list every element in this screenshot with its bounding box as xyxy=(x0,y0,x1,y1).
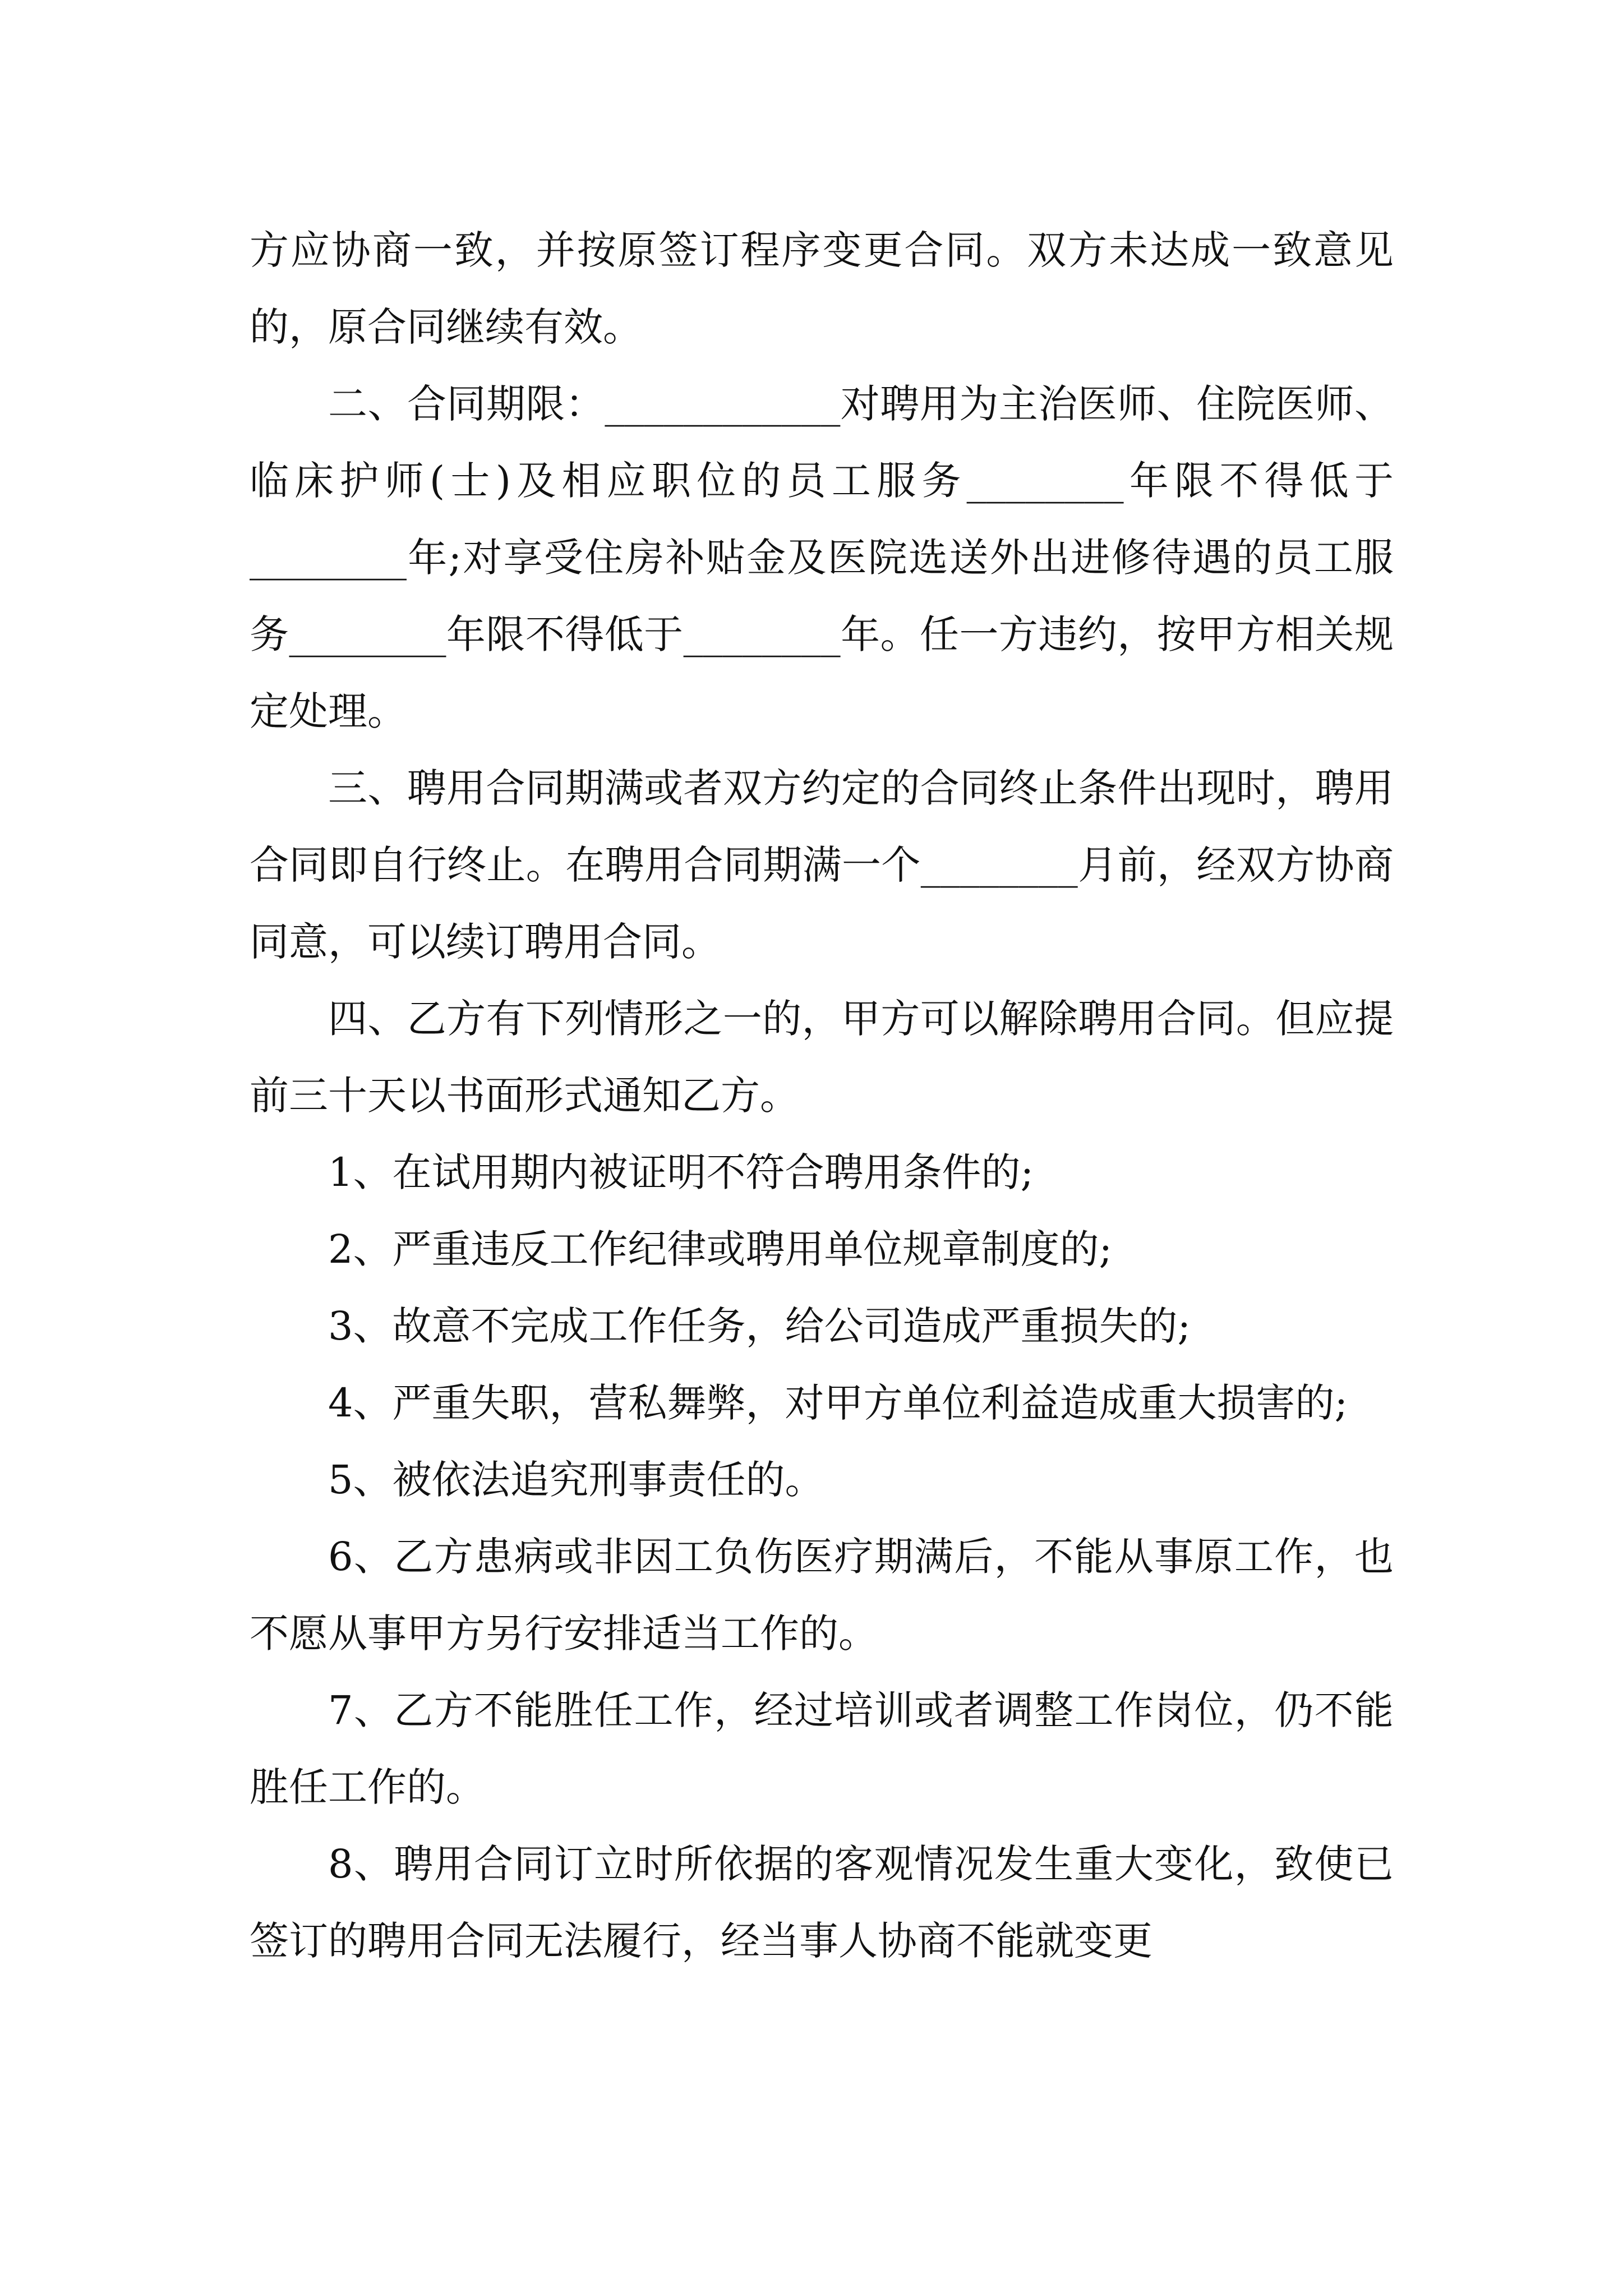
list-item-6: 6、乙方患病或非因工负伤医疗期满后，不能从事原工作，也不愿从事甲方另行安排适当工作的。 xyxy=(250,1534,1394,1657)
paragraph-contract-term: 二、合同期限：____________对聘用为主治医师、住院医师、临床护师(士)及相应职位的员工服务________年限不得低于________年;对享受住房补贴金及医院选送外出进修待遇的员工服务________年限不得低于________年。任一方违约，按甲方相关规定处理。 xyxy=(250,381,1394,734)
list-item-1: 1、在试用期内被证明不符合聘用条件的; xyxy=(328,1149,1034,1195)
document-body xyxy=(250,212,1394,1980)
list-item-4: 4、严重失职，营私舞弊，对甲方单位利益造成重大损害的; xyxy=(328,1380,1348,1426)
paragraph-continuation: 方应协商一致，并按原签订程序变更合同。双方未达成一致意见的，原合同继续有效。 xyxy=(250,227,1394,350)
paragraph-termination-conditions: 四、乙方有下列情形之一的，甲方可以解除聘用合同。但应提前三十天以书面形式通知乙方。 xyxy=(250,996,1394,1119)
list-item-3: 3、故意不完成工作任务，给公司造成严重损失的; xyxy=(328,1303,1191,1349)
paragraph-contract-expiry: 三、聘用合同期满或者双方约定的合同终止条件出现时，聘用合同即自行终止。在聘用合同期满一个________月前，经双方协商同意，可以续订聘用合同。 xyxy=(250,765,1394,965)
list-item-5: 5、被依法追究刑事责任的。 xyxy=(328,1457,824,1503)
list-item-2: 2、严重违反工作纪律或聘用单位规章制度的; xyxy=(328,1226,1113,1272)
list-item-7: 7、乙方不能胜任工作，经过培训或者调整工作岗位，仍不能胜任工作的。 xyxy=(250,1687,1394,1810)
list-item-8: 8、聘用合同订立时所依据的客观情况发生重大变化，致使已签订的聘用合同无法履行，经当事人协商不能就变更 xyxy=(250,1841,1394,1964)
